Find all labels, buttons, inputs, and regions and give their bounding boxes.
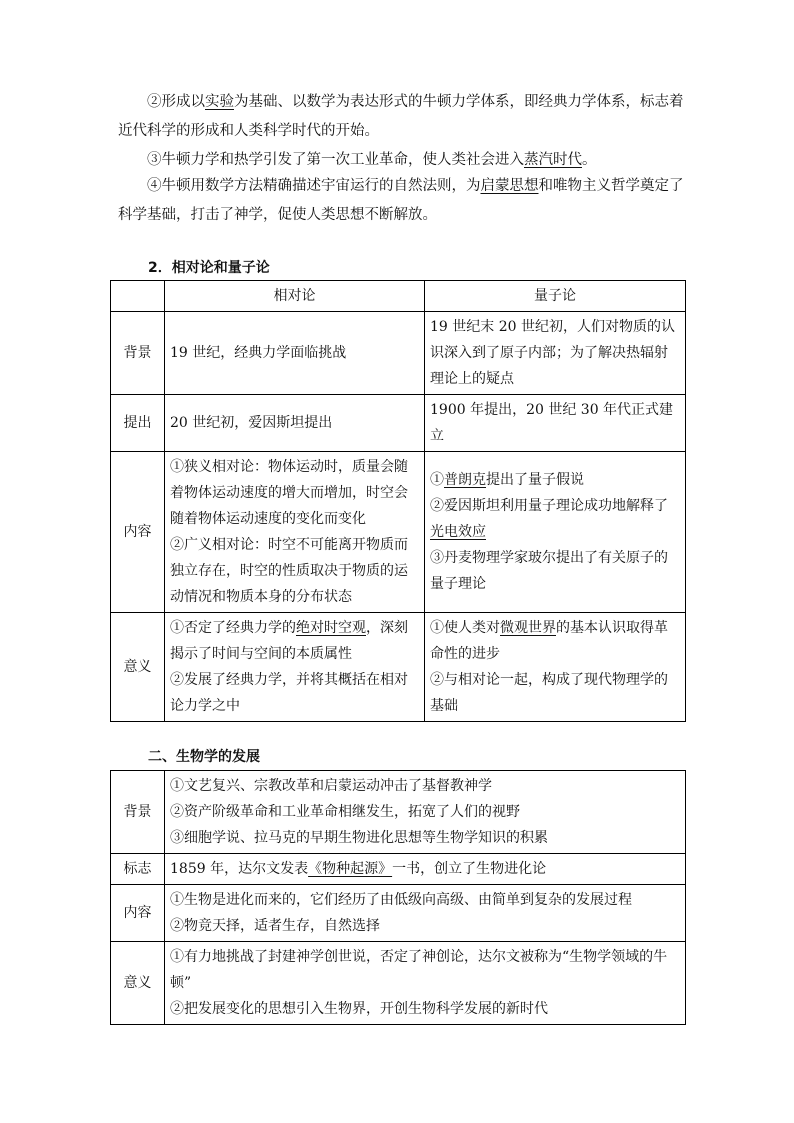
text: ①否定了经典力学的 [170, 620, 296, 636]
cell-text: ②资产阶级革命和工业革命相继发生，拓宽了人们的视野 [170, 804, 520, 820]
intro-paragraph-3 [118, 172, 684, 230]
quantum-cell [425, 312, 686, 395]
underlined-term: 微观世界 [500, 620, 556, 636]
text: 。 [582, 152, 597, 168]
content-cell [165, 854, 686, 885]
cell-text: 20 世纪初，爱因斯坦提出 [170, 415, 333, 431]
underlined-term: 实验 [205, 94, 234, 110]
cell-text: 1900 年提出，20 世纪 30 年代正式建立 [430, 402, 674, 444]
text: 和唯物主义哲学奠定了科学基础，打击了神学，促使人类思想不断解放。 [118, 178, 684, 223]
table-header-row [111, 281, 686, 312]
cell-text: ②物竞天择，适者生存，自然选择 [170, 918, 380, 934]
table-row-background [111, 312, 686, 395]
cell-line [430, 493, 680, 545]
content-cell [165, 885, 686, 942]
quantum-cell [425, 613, 686, 722]
section-heading-relativity-quantum: 2．相对论和量子论 [148, 260, 270, 276]
cell-text: 19 世纪末 20 世纪初，人们对物质的认识深入到了原子内部；为了解决热辐射理论上的疑点 [430, 319, 675, 387]
cell-text: ①狭义相对论：物体运动时，质量会随着物体运动速度的增大而增加，时空会随着物体运动速度的变化而变化 [170, 459, 408, 527]
cell-text: ②广义相对论：时空不可能离开物质而独立存在，时空的性质取决于物质的运动情况和物质本身的分布状态 [170, 537, 408, 605]
underlined-term: 启蒙思想 [480, 178, 539, 194]
content-cell [165, 942, 686, 1025]
row-label: 内容 [111, 885, 165, 942]
relativity-cell [165, 452, 425, 613]
row-label: 背景 [111, 312, 165, 395]
cell-text: ①有力地挑战了封建神学创世说，否定了神创论，达尔文被称为“生物学领域的牛顿” [170, 949, 668, 991]
row-label: 意义 [111, 613, 165, 722]
relativity-quantum-table [110, 280, 686, 722]
cell-text: ②把发展变化的思想引入生物界，开创生物科学发展的新时代 [170, 1001, 548, 1017]
table-row-significance [111, 613, 686, 722]
text: ④牛顿用数学方法精确描述宇宙运行的自然法则，为 [147, 178, 481, 194]
underlined-term: 绝对时空观 [296, 620, 366, 636]
relativity-cell [165, 613, 425, 722]
text: 1859 年，达尔文发表 [170, 861, 309, 877]
row-label: 标志 [111, 854, 165, 885]
biology-table [110, 770, 686, 1025]
cell-text: ③细胞学说、拉马克的早期生物进化思想等生物学知识的积累 [170, 830, 548, 846]
header-empty-cell [111, 281, 165, 312]
row-label: 内容 [111, 452, 165, 613]
relativity-cell [165, 395, 425, 452]
header-relativity: 相对论 [165, 281, 425, 312]
cell-text: ②发展了经典力学，并将其概括在相对论力学之中 [170, 672, 408, 714]
text: ，深刻揭示了时间与空间的本质属性 [170, 620, 408, 662]
relativity-cell [165, 312, 425, 395]
underlined-term: 蒸汽时代 [524, 152, 582, 168]
text: ③牛顿力学和热学引发了第一次工业革命，使人类社会进入 [147, 152, 524, 168]
quantum-cell [425, 452, 686, 613]
table-row-background [111, 771, 686, 854]
row-label: 意义 [111, 942, 165, 1025]
table-row-milestone [111, 854, 686, 885]
text: ① [430, 472, 444, 488]
cell-line [430, 615, 680, 667]
cell-text: ②与相对论一起，构成了现代物理学的基础 [430, 672, 668, 714]
underlined-term: 光电效应 [430, 524, 486, 540]
intro-paragraph-1 [118, 88, 684, 146]
content-cell [165, 771, 686, 854]
cell-text: 19 世纪，经典力学面临挑战 [170, 345, 347, 361]
table-row-content [111, 452, 686, 613]
underlined-term: 普朗克 [444, 472, 486, 488]
text: 的基本认识取得革命性的进步 [430, 620, 668, 662]
text: 一书，创立了生物进化论 [392, 861, 547, 877]
row-label: 提出 [111, 395, 165, 452]
text: 提出了量子假说 [486, 472, 584, 488]
text: ②爱因斯坦利用量子理论成功地解释了 [430, 498, 668, 514]
table-row-significance [111, 942, 686, 1025]
table-row-content [111, 885, 686, 942]
cell-text: ①文艺复兴、宗教改革和启蒙运动冲击了基督教神学 [170, 778, 492, 794]
table-row-proposed [111, 395, 686, 452]
cell-text: ③丹麦物理学家玻尔提出了有关原子的量子理论 [430, 550, 668, 592]
text: ①使人类对 [430, 620, 500, 636]
cell-line [430, 467, 680, 493]
row-label: 背景 [111, 771, 165, 854]
header-quantum: 量子论 [425, 281, 686, 312]
cell-line [170, 615, 419, 667]
intro-paragraph-2 [118, 146, 684, 175]
quantum-cell [425, 395, 686, 452]
text: 为基础、以数学为表达形式的牛顿力学体系，即经典力学体系，标志着近代科学的形成和人类科学时代的开始。 [118, 94, 684, 139]
underlined-term: 《物种起源》 [308, 861, 393, 877]
cell-text: ①生物是进化而来的，它们经历了由低级向高级、由简单到复杂的发展过程 [170, 892, 632, 908]
section-heading-biology: 二、生物学的发展 [148, 749, 260, 765]
text: ②形成以 [147, 94, 205, 110]
